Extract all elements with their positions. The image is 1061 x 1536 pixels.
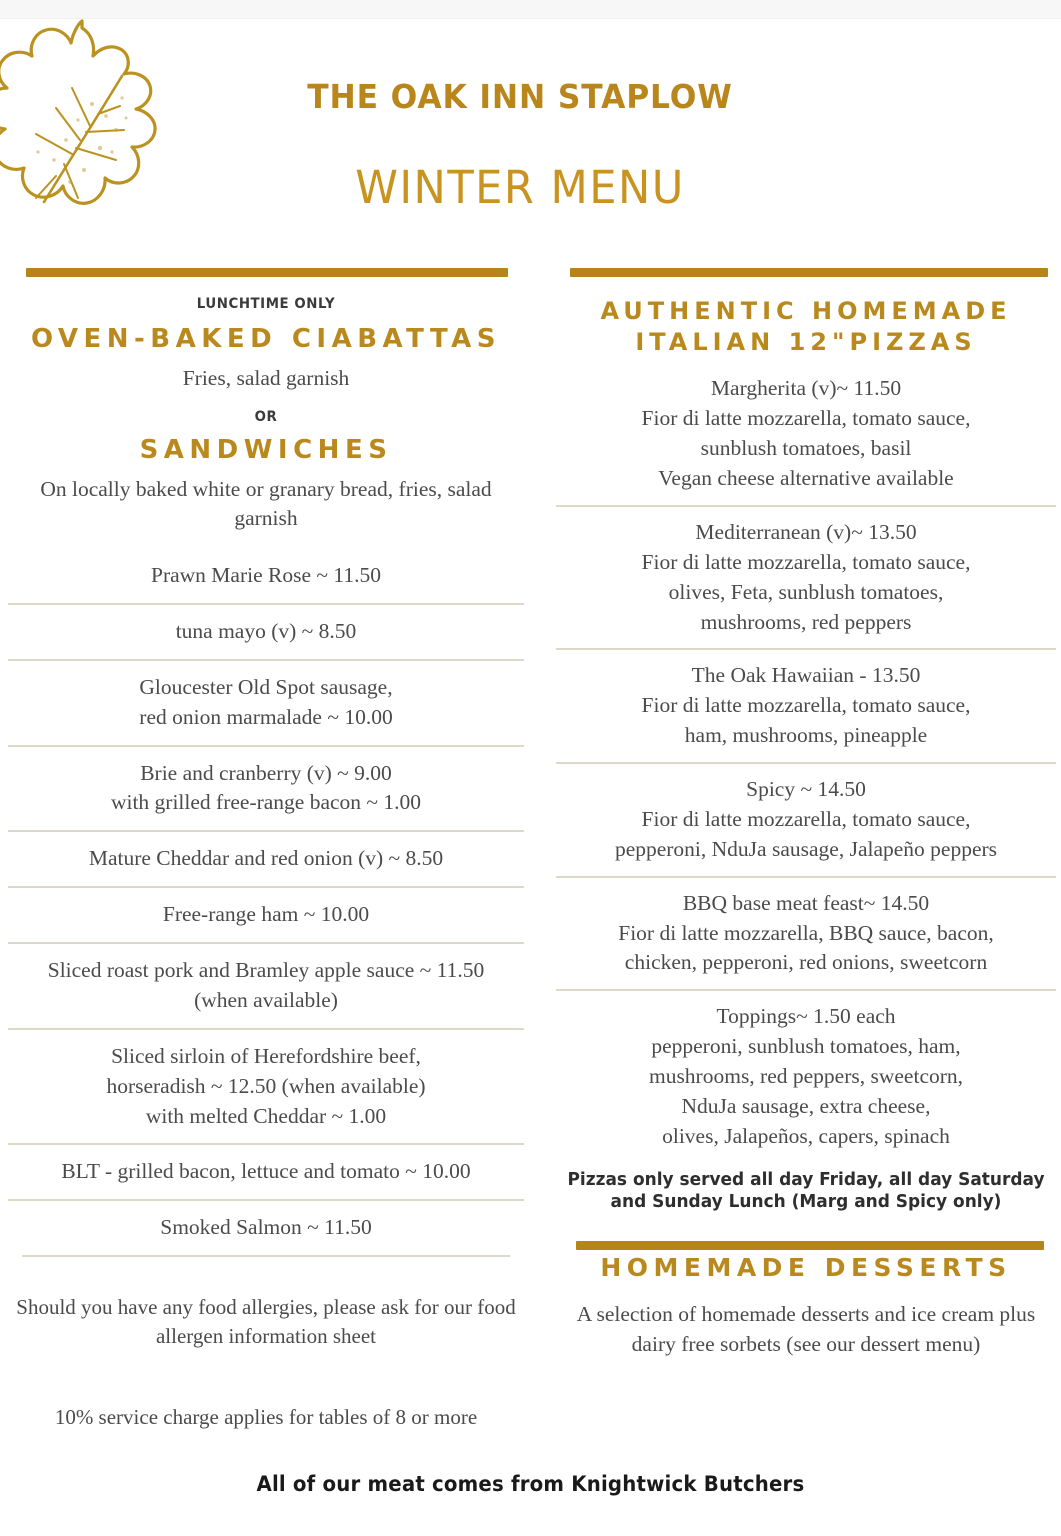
sandwiches-subtitle-line1: On locally baked white or granary bread, [40,476,394,501]
list-end-rule [22,1255,510,1257]
list-item [556,876,1056,990]
item-line: Fior di latte mozzarella, tomato sauce, [641,693,971,718]
list-item [8,1199,524,1255]
item-line: BBQ base meat feast~ 14.50 [682,890,930,915]
item-line: pepperoni, sunblush tomatoes, ham, [651,1034,961,1059]
gold-rule-desserts [576,1241,1044,1250]
menu-footer [0,1472,1061,1496]
sandwiches-subtitle-line2: fries, salad garnish [234,476,492,530]
availability-note-line1: Pizzas only served all day Friday, all day Saturday [567,1169,1045,1190]
item-line: Fior di latte mozzarella, BBQ sauce, bacon, [618,920,994,945]
item-line: mushrooms, red peppers, sweetcorn, [648,1064,964,1088]
item-line: Fior di latte mozzarella, tomato sauce, [641,549,971,574]
item-line: Sliced sirloin of Herefordshire beef, [111,1043,421,1068]
section-heading-sandwiches: SANDWICHES [139,434,393,465]
gold-rule-right [570,268,1048,277]
list-item [8,886,524,942]
sandwich-list [8,553,524,1255]
pizza-title-line3: 12"PIZZAS [788,328,977,357]
gold-rule-left [26,268,508,277]
item-line: with grilled free-range bacon ~ 1.00 [110,790,422,815]
lunchtime-only-label: LUNCHTIME ONLY [196,296,336,312]
item-line: Fior di latte mozzarella, tomato sauce, [641,406,971,431]
list-item [556,648,1056,762]
allergy-note [8,1293,524,1351]
ciabattas-subtitle: Fries, salad garnish [182,365,350,390]
allergy-note-line1: Should you have any food allergies, please ask [16,1295,409,1320]
ciabattas-title-line1: OVEN-BAKED [30,324,278,354]
item-line: tuna mayo (v) ~ 8.50 [175,618,357,643]
item-line: Mature Cheddar and red onion (v) ~ 8.50 [88,846,444,871]
pizza-availability-note [564,1169,1049,1214]
footer-text: All of our meat comes from Knightwick Butchers [256,1472,805,1496]
list-item [8,1028,524,1144]
item-line: The Oak Hawaiian - 13.50 [691,663,921,688]
item-line: Free-range ham ~ 10.00 [162,902,370,927]
item-line: olives, Feta, sunblush tomatoes, [668,579,944,604]
top-strip [0,0,1061,19]
menu-header [0,18,1061,250]
list-item [8,659,524,745]
service-charge-note: 10% service charge applies for tables of 8 or more [54,1405,478,1430]
page-title: THE OAK INN STAPLOW [307,77,733,116]
or-label: OR [254,408,278,425]
list-item [8,830,524,886]
item-line: olives, Jalapeños, capers, spinach [662,1123,950,1148]
oak-leaf-icon [0,12,194,244]
item-line: Vegan cheese alternative available [658,466,954,490]
list-item [556,368,1056,505]
item-line: Margherita (v)~ 11.50 [710,376,902,401]
dessert-line1: A selection of homemade desserts and [576,1301,906,1326]
dessert-line2: ice cream plus dairy free sorbets [631,1301,1036,1357]
item-line: Mediterranean (v)~ 13.50 [695,519,917,544]
list-item [556,989,1056,1162]
title-block [190,77,850,214]
list-item [8,1143,524,1199]
item-line: Sliced roast pork and Bramley apple sauce ~ 11.50 [47,958,485,983]
item-line: BLT - grilled bacon, lettuce and tomato ~ 10.00 [61,1159,471,1184]
list-item [8,942,524,1028]
item-line: (when available) [194,987,338,1012]
dessert-description [556,1299,1056,1360]
item-line: chicken, pepperoni, red onions, sweetcorn [624,950,988,975]
item-line: Gloucester Old Spot sausage, [139,674,393,699]
item-line: pepperoni, NduJa sausage, Jalapeño peppers [614,836,998,861]
item-line: Prawn Marie Rose ~ 11.50 [151,563,381,588]
sandwiches-subtitle [8,475,524,533]
item-line: sunblush tomatoes, basil [700,436,912,461]
item-line: Toppings~ 1.50 each [716,1004,896,1029]
item-line: Fior di latte mozzarella, tomato sauce, [641,806,971,831]
pizza-list [556,368,1056,1162]
list-item [8,745,524,831]
section-heading-pizzas [556,296,1056,358]
list-item [556,762,1056,876]
ciabattas-title-line2: CIABATTAS [291,324,502,354]
item-line: red onion marmalade ~ 10.00 [139,704,393,729]
item-line: ham, mushrooms, pineapple [684,723,928,748]
pizza-title-line2: HOMEMADE ITALIAN [635,297,1012,357]
menu-subtitle: WINTER MENU [355,161,685,214]
item-line: Brie and cranberry (v) ~ 9.00 [140,760,392,785]
dessert-line3: (see our dessert menu) [786,1332,981,1357]
availability-note-line2: and Sunday Lunch (Marg and Spicy only) [610,1192,1002,1213]
item-line: horseradish ~ 12.50 (when available) [106,1073,426,1098]
item-line: mushrooms, red peppers [700,609,912,634]
section-heading-desserts: HOMEMADE DESSERTS [600,1253,1012,1283]
item-line: Spicy ~ 14.50 [746,777,866,801]
list-item [8,553,524,603]
item-line: with melted Cheddar ~ 1.00 [145,1103,387,1128]
list-item [8,603,524,659]
item-line: Smoked Salmon ~ 11.50 [160,1215,372,1240]
section-heading-ciabattas [8,324,524,355]
allergy-note-line2: for our food allergen information sheet [155,1295,516,1349]
pizza-title-line1: AUTHENTIC [600,297,799,325]
left-column [8,296,524,1432]
list-item [556,505,1056,649]
item-line: NduJa sausage, extra cheese, [681,1093,931,1118]
right-column [556,296,1056,1360]
